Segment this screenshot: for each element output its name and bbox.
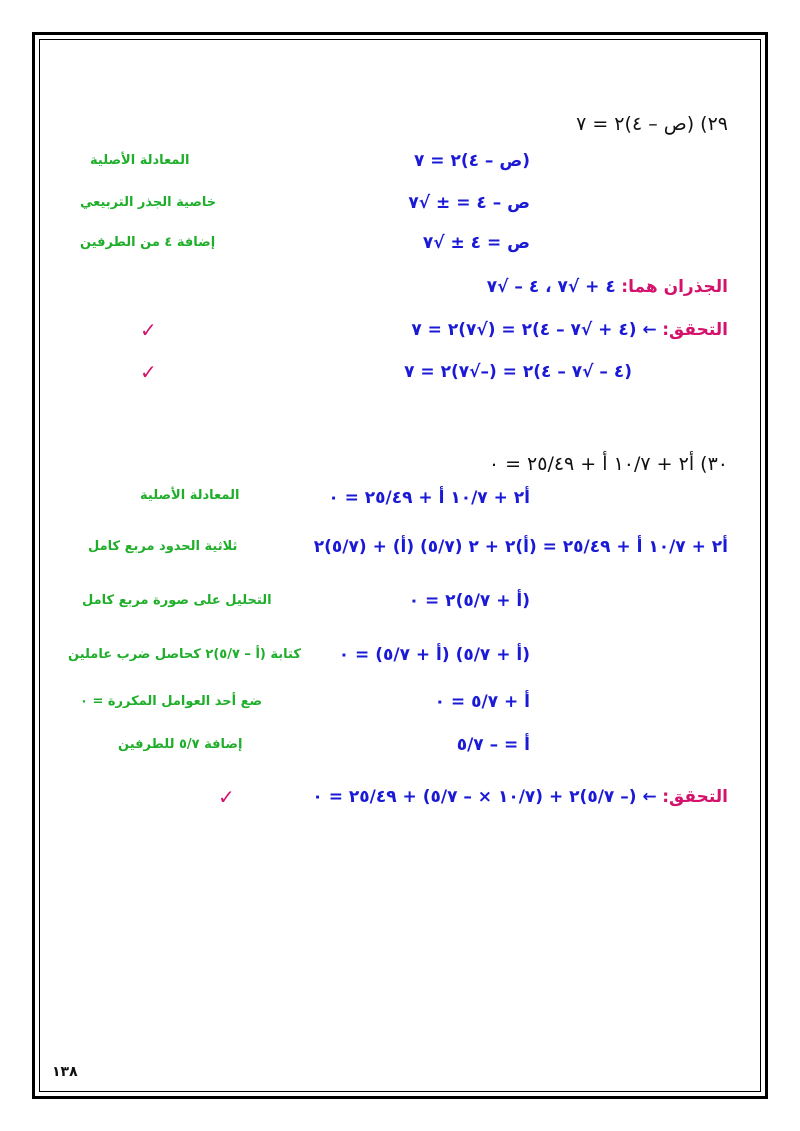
problem-29-statement: ٢٩) (ص – ٤)٢ = ٧ bbox=[576, 113, 728, 135]
problem-30-statement: ٣٠) أ٢ + ١٠/٧ أ + ٢٥/٤٩ = ٠ bbox=[488, 453, 728, 475]
p29-check-label: التحقق: bbox=[662, 320, 728, 340]
p29-check-mark-1: ✓ bbox=[140, 318, 157, 342]
p29-step-3-note: إضافة ٤ من الطرفين bbox=[80, 235, 216, 250]
p30-step-3-equation: (أ + ٥/٧)٢ = ٠ bbox=[408, 591, 530, 611]
page-number: ١٣٨ bbox=[52, 1064, 78, 1080]
p30-step-3-note: التحليل على صورة مربع كامل bbox=[82, 593, 272, 608]
p30-step-6-note: إضافة ٥/٧ للطرفين bbox=[118, 737, 243, 752]
p30-step-6-equation: أ = – ٥/٧ bbox=[456, 735, 530, 755]
p30-step-2-note: ثلاثية الحدود مربع كامل bbox=[88, 539, 238, 554]
p29-roots-line bbox=[487, 277, 728, 297]
p29-step-1-equation: (ص – ٤)٢ = ٧ bbox=[413, 151, 530, 171]
p30-check-line bbox=[312, 787, 728, 807]
p30-step-1-equation: أ٢ + ١٠/٧ أ + ٢٥/٤٩ = ٠ bbox=[328, 488, 530, 508]
p29-step-3-equation: ص = ٤ ± √٧ bbox=[422, 233, 530, 253]
p29-check-2: (٤ – √٧ – ٤)٢ = (–√٧)٢ = ٧ bbox=[404, 362, 632, 382]
p30-step-4-note: كتابة (أ – ٥/٧)٢ كحاصل ضرب عاملين bbox=[68, 647, 301, 662]
p29-step-1-note: المعادلة الأصلية bbox=[90, 153, 190, 168]
p29-check-1: ← (٤ + √٧ – ٤)٢ = (√٧)٢ = ٧ bbox=[411, 320, 657, 340]
p30-step-1-note: المعادلة الأصلية bbox=[140, 488, 240, 503]
p29-step-2-equation: ص – ٤ = ± √٧ bbox=[408, 193, 530, 213]
p30-check-label: التحقق: bbox=[662, 787, 728, 807]
p29-roots-label: الجذران هما: bbox=[621, 277, 728, 297]
p29-check-line-1 bbox=[411, 320, 728, 340]
p29-step-2-note: خاصية الجذر التربيعي bbox=[80, 195, 217, 210]
p30-step-4-equation: (أ + ٥/٧) (أ + ٥/٧) = ٠ bbox=[338, 645, 530, 665]
p29-check-mark-2: ✓ bbox=[140, 360, 157, 384]
p30-check-mark: ✓ bbox=[218, 785, 235, 809]
p30-check: ← (– ٥/٧)٢ + (١٠/٧ × – ٥/٧) + ٢٥/٤٩ = ٠ bbox=[312, 787, 657, 807]
p29-roots-value: ٤ + √٧ ، ٤ – √٧ bbox=[486, 277, 616, 297]
p30-step-5-equation: أ + ٥/٧ = ٠ bbox=[434, 692, 530, 712]
p30-step-2-equation: أ٢ + ١٠/٧ أ + ٢٥/٤٩ = (أ)٢ + ٢ (٥/٧) (أ) + (٥/٧)٢ bbox=[313, 537, 728, 557]
p30-step-5-note: ضع أحد العوامل المكررة = ٠ bbox=[80, 694, 263, 709]
